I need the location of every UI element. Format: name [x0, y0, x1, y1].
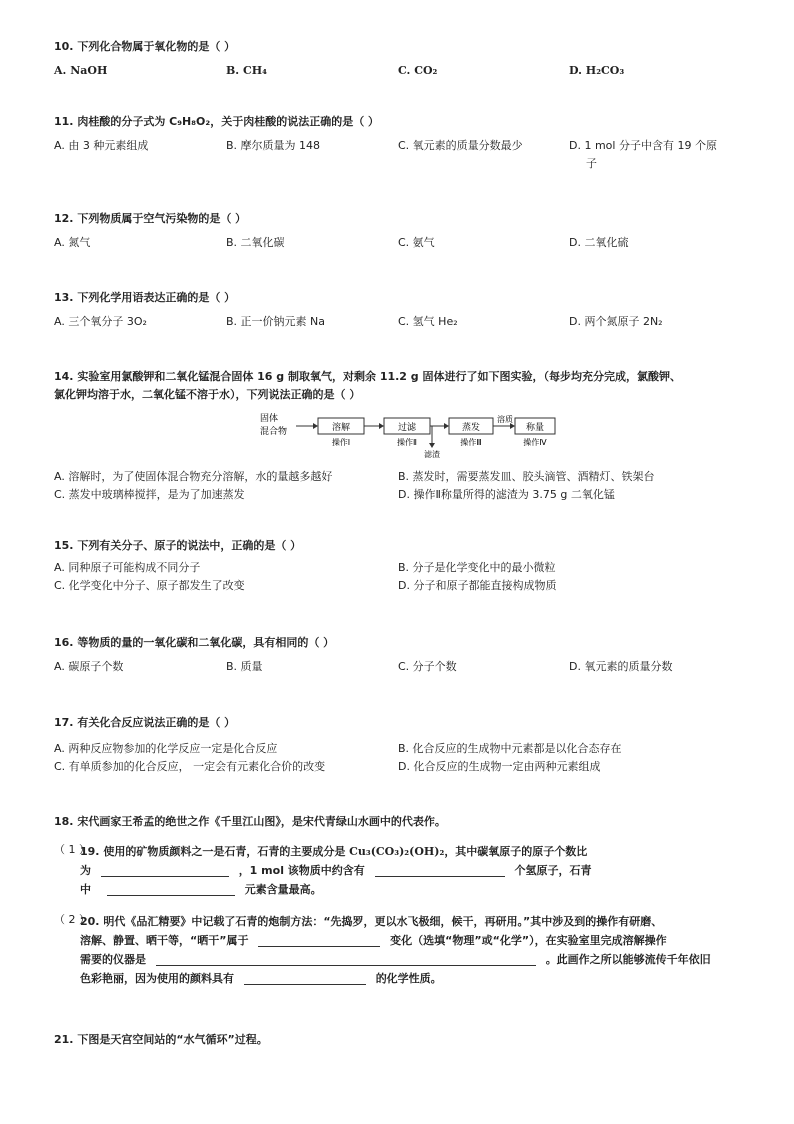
step-3-label: 蒸发	[461, 423, 481, 433]
part-2-text: 溶解、静置、晒干等，“晒干”属于	[80, 934, 249, 947]
option-a: A. 三个氧分子 3O₂	[54, 315, 147, 328]
option-b: B. 蒸发时，需要蒸发皿、胶头滴管、酒精灯、铁架台	[398, 470, 655, 483]
question-stem: 11. 肉桂酸的分子式为 C₉H₈O₂，关于肉桂酸的说法正确的是（ ）	[54, 115, 380, 128]
question-18	[54, 813, 744, 831]
option-b: B. 质量	[226, 660, 263, 673]
experiment-flow-diagram	[258, 410, 558, 460]
option-b: B. 化合反应的生成物中元素都是以化合态存在	[398, 742, 622, 755]
question-stem: 15. 下列有关分子、原子的说法中，正确的是（ ）	[54, 539, 302, 552]
option-b: B. 正一价钠元素 Na	[226, 315, 326, 328]
part-tag: （ 1 ）	[54, 843, 90, 856]
question-stem: 21. 下图是天宫空间站的“水气循环”过程。	[54, 1033, 268, 1046]
option-b: B. CH₄	[226, 64, 267, 77]
op-1-label: 操作Ⅰ	[331, 438, 351, 447]
chemical-formula: Cu₃(CO₃)₂(OH)₂	[349, 845, 445, 858]
question-stem: 12. 下列物质属于空气污染物的是（ ）	[54, 212, 247, 225]
mid-label: 溶质	[497, 415, 513, 424]
op-2-label: 操作Ⅱ	[397, 438, 417, 447]
option-a: A. 由 3 种元素组成	[54, 139, 149, 152]
part-1-text: 中	[80, 883, 91, 896]
question-14-options	[54, 464, 744, 504]
part-1-text-cont: ，其中碳氧原子的原子个数比	[444, 845, 588, 858]
part-2-text: 的化学性质。	[375, 972, 442, 985]
question-12	[54, 210, 744, 252]
answer-blank-2[interactable]	[375, 863, 505, 877]
option-a: A. 溶解时，为了使固体混合物充分溶解，水的量越多越好	[54, 470, 333, 483]
answer-blank-3[interactable]	[107, 882, 235, 896]
question-10	[54, 38, 744, 80]
options-grid	[54, 740, 744, 776]
part-1-text: 为	[80, 864, 91, 877]
question-14	[54, 368, 744, 404]
option-b: B. 摩尔质量为 148	[226, 139, 321, 152]
part-1-text: 个氢原子，石青	[514, 864, 592, 877]
option-c: C. 氢气 He₂	[398, 315, 458, 328]
question-stem: 18. 宋代画家王希孟的绝世之作《千里江山图》，是宋代青绿山水画中的代表作。	[54, 815, 446, 828]
option-d: D. 化合反应的生成物一定由两种元素组成	[398, 760, 601, 773]
option-d: D. 两个氮原子 2N₂	[569, 315, 663, 328]
option-c: C. 氧元素的质量分数最少	[398, 139, 523, 152]
option-d: D. 二氧化硫	[569, 236, 629, 249]
step-2-label: 过滤	[397, 423, 417, 433]
option-c: C. 分子个数	[398, 660, 457, 673]
part-2-text: 20. 明代《品汇精要》中记载了石青的炮制方法：“先捣罗，更以水飞极细，候干，再研用。”其中涉及到的操作有研磨、	[80, 915, 663, 928]
question-21	[54, 1031, 744, 1049]
options-row	[54, 658, 744, 676]
option-d: D. 分子和原子都能直接构成物质	[398, 579, 557, 592]
part-2-text: 需要的仪器是	[80, 953, 146, 966]
question-16	[54, 634, 744, 676]
part-1-text: ，1 mol 该物质中约含有	[238, 864, 365, 877]
question-13	[54, 289, 744, 331]
question-stem: 16. 等物质的量的一氧化碳和二氧化碳，具有相同的（ ）	[54, 636, 335, 649]
options-row	[54, 234, 744, 252]
options-grid	[54, 468, 744, 504]
option-c: C. 氨气	[398, 236, 435, 249]
option-a: A. 氮气	[54, 236, 91, 249]
step-1-label: 溶解	[331, 423, 351, 433]
options-row	[54, 137, 744, 173]
answer-blank-4[interactable]	[258, 933, 380, 947]
answer-blank-5[interactable]	[156, 952, 536, 966]
step-4-label: 称量	[525, 423, 545, 433]
question-stem: 10. 下列化合物属于氧化物的是（ ）	[54, 40, 236, 53]
part-2-text: 色彩艳丽，因为使用的颜料具有	[80, 972, 234, 985]
option-a: A. 同种原子可能构成不同分子	[54, 561, 201, 574]
residue-label: 滤渣	[424, 450, 440, 459]
question-stem-line-2: 氯化钾均溶于水，二氧化锰不溶于水），下列说法正确的是（ ）	[54, 388, 361, 401]
input-label: 固体	[260, 414, 279, 424]
option-c: C. 蒸发中玻璃棒搅拌，是为了加速蒸发	[54, 488, 245, 501]
question-18-part-2	[54, 912, 754, 988]
part-1-text: 元素含量最高。	[244, 883, 322, 896]
option-d: D. 1 mol 分子中含有 19 个原	[569, 139, 717, 152]
option-d-wrap: 子	[586, 157, 597, 170]
answer-blank-1[interactable]	[101, 863, 229, 877]
question-stem: 17. 有关化合反应说法正确的是（ ）	[54, 716, 236, 729]
option-a: A. 两种反应物参加的化学反应一定是化合反应	[54, 742, 278, 755]
question-11	[54, 113, 744, 173]
option-c: C. CO₂	[398, 64, 438, 77]
options-row	[54, 313, 744, 331]
option-b: B. 分子是化学变化中的最小微粒	[398, 561, 556, 574]
op-4-label: 操作Ⅳ	[523, 438, 547, 447]
part-2-text: 。此画作之所以能够流传千年依旧	[545, 953, 711, 966]
option-d: D. H₂CO₃	[569, 64, 625, 77]
option-b: B. 二氧化碳	[226, 236, 285, 249]
answer-blank-6[interactable]	[244, 971, 366, 985]
option-d: D. 操作Ⅱ称量所得的滤渣为 3.75 g 二氧化锰	[398, 488, 615, 501]
question-18-part-1	[54, 842, 754, 899]
option-c: C. 有单质参加的化合反应， 一定会有元素化合价的改变	[54, 760, 326, 773]
option-c: C. 化学变化中分子、原子都发生了改变	[54, 579, 245, 592]
part-tag: （ 2 ）	[54, 913, 90, 926]
part-1-text: 19. 使用的矿物质颜料之一是石青，石青的主要成分是	[80, 845, 350, 858]
part-2-text: 变化（选填“物理”或“化学”），在实验室里完成溶解操作	[390, 934, 667, 947]
input-label-2: 混合物	[260, 427, 288, 437]
options-grid	[54, 559, 744, 595]
option-a: A. NaOH	[54, 64, 108, 77]
question-15	[54, 537, 744, 595]
question-stem: 13. 下列化学用语表达正确的是（ ）	[54, 291, 236, 304]
question-17	[54, 714, 744, 776]
options-row	[54, 62, 744, 80]
op-3-label: 操作Ⅲ	[460, 438, 482, 447]
option-a: A. 碳原子个数	[54, 660, 124, 673]
question-stem-line-1: 14. 实验室用氯酸钾和二氧化锰混合固体 16 g 制取氧气，对剩余 11.2 g 固体进行了如下图实验，（每步均充分完成，氯酸钾、	[54, 370, 681, 383]
option-d: D. 氧元素的质量分数	[569, 660, 673, 673]
